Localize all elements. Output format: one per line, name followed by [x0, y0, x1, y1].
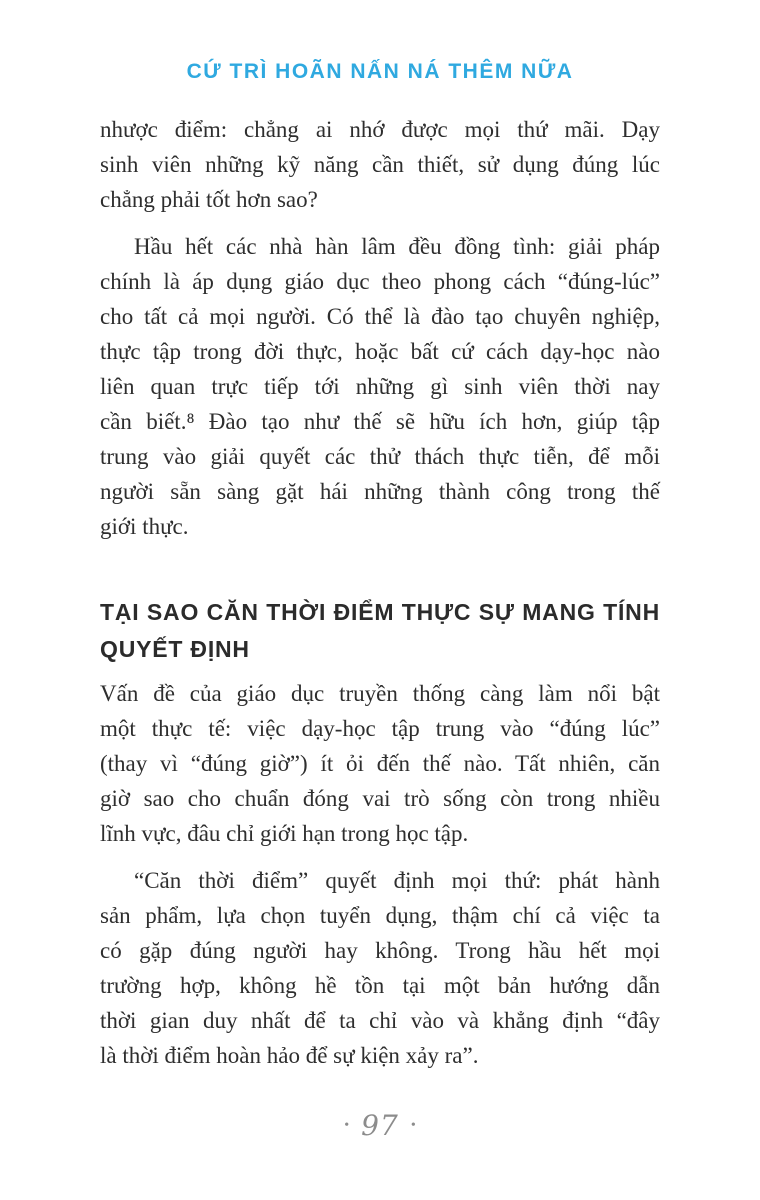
text-line: thời gian duy nhất để ta chỉ vào và khẳng định “đây [100, 1008, 660, 1033]
text-line: liên quan trực tiếp tới những gì sinh viên thời nay [100, 374, 660, 399]
text-line: nhược điểm: chẳng ai nhớ được mọi thứ mãi. Dạy [100, 117, 660, 142]
footer-left-dot: • [344, 1118, 350, 1133]
text-line: giới thực. [100, 514, 189, 539]
page-number: 97 [361, 1109, 399, 1142]
text-line: thực tập trong đời thực, hoặc bất cứ cách dạy-học nào [100, 339, 660, 364]
text-line: “Căn thời điểm” quyết định mọi thứ: phát hành [134, 868, 660, 893]
heading-line: TẠI SAO CĂN THỜI ĐIỂM THỰC SỰ MANG TÍNH [100, 599, 660, 625]
footer-right-dot: • [410, 1118, 416, 1133]
text-line: giờ sao cho chuẩn đóng vai trò sống còn trong nhiều [100, 786, 660, 811]
paragraph [100, 229, 660, 544]
text-line: trung vào giải quyết các thử thách thực tiễn, để mỗi [100, 444, 660, 469]
heading-line: QUYẾT ĐỊNH [100, 636, 250, 662]
text-line: sản phẩm, lựa chọn tuyển dụng, thậm chí cả việc ta [100, 903, 660, 928]
text-line: một thực tế: việc dạy-học tập trung vào “đúng lúc” [100, 716, 660, 741]
text-line: cần biết.⁸ Đào tạo như thế sẽ hữu ích hơn, giúp tập [100, 409, 660, 434]
text-line: chính là áp dụng giáo dục theo phong cách “đúng-lúc” [100, 269, 660, 294]
text-line: Hầu hết các nhà hàn lâm đều đồng tình: giải pháp [134, 234, 660, 259]
text-line: chẳng phải tốt hơn sao? [100, 187, 318, 212]
text-line: có gặp đúng người hay không. Trong hầu hết mọi [100, 938, 660, 963]
text-line: sinh viên những kỹ năng cần thiết, sử dụng đúng lúc [100, 152, 660, 177]
section-heading [100, 594, 660, 668]
text-line: lĩnh vực, đâu chỉ giới hạn trong học tập. [100, 821, 469, 846]
text-line: Vấn đề của giáo dục truyền thống càng làm nổi bật [100, 681, 660, 706]
text-line: trường hợp, không hề tồn tại một bản hướng dẫn [100, 973, 660, 998]
running-header: CỨ TRÌ HOÃN NẤN NÁ THÊM NỮA [186, 60, 574, 83]
text-column [100, 112, 660, 1085]
page-footer [0, 1108, 760, 1149]
paragraph [100, 112, 660, 217]
text-line: cho tất cả mọi người. Có thể là đào tạo chuyên nghiệp, [100, 304, 660, 329]
text-line: (thay vì “đúng giờ”) ít ỏi đến thế nào. Tất nhiên, căn [100, 751, 660, 776]
paragraph [100, 863, 660, 1073]
text-line: người sẵn sàng gặt hái những thành công trong thế [100, 479, 660, 504]
paragraph [100, 676, 660, 851]
text-line: là thời điểm hoàn hảo để sự kiện xảy ra”. [100, 1043, 479, 1068]
